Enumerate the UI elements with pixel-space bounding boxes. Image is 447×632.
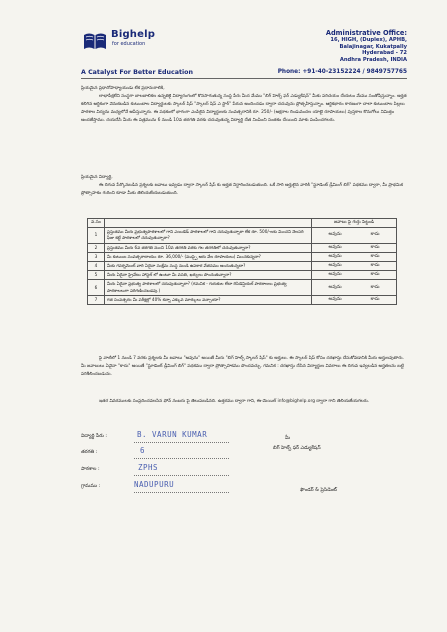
table-row (88, 262, 397, 271)
yes-option[interactable]: అవును (328, 284, 342, 290)
student-name-value[interactable]: B. VARUN KUMAR (137, 430, 208, 439)
no-option[interactable]: కాదు (370, 263, 380, 269)
village-line (134, 492, 229, 493)
school-value[interactable]: ZPHS (138, 463, 159, 472)
yes-option[interactable]: అవును (328, 263, 342, 269)
row-question: గత సంవత్సరం మీ పరీక్షల్లో 40% కన్నా ఎక్కువ మార్కులు వచ్చాయా? (105, 295, 312, 304)
row-number: 2 (88, 243, 105, 252)
office-address (326, 29, 407, 63)
table-row (88, 243, 397, 252)
intro-section (81, 85, 407, 125)
class-value[interactable]: 6 (140, 446, 146, 455)
student-paragraph: ఈ దిగువ పేర్కొనబడిన ప్రశ్నలకు జవాబు ఇవ్వడం ద్వారా స్కాలర్ షిప్ కు అర్హత నిర్ధారించబడుతుంది. ఒకే సారి అర్హులైన వారికి "స్టూడెంట్ డ్రీమింగ్ బిగ్" పథకము ద్వారా, మీ ప్రాథమిక ప్రోత్సాహకం గురించి కూడా మీకు తెలియజేయబడుతుంది. (81, 183, 403, 197)
yes-option[interactable]: అవును (328, 232, 342, 238)
row-question: మీ కుటుంబ సంవత్సరాదాయం రూ. 36,000/- (ముప్పై ఆరు వేల రూపాయలు) మించకున్నదా? (105, 252, 312, 261)
salutation-student: ప్రియమైన విద్యార్థి, (81, 175, 113, 180)
table-row (88, 228, 397, 243)
header-answer: జవాబు పై గుర్తు పెట్టండి (312, 219, 397, 228)
eligibility-note: పై వాటిలో 1 నుండి 7 వరకు ప్రశ్నలకు మీ జవాబు "అవును" అయితే మీరు "బిగ్ హెల్ప్ స్కాలర్ షిప్" కు అర్హులు. ఈ స్కాలర్ షిప్ కోసం దరఖాస్తు చేసుకోవడానికి మీరు అర్హులవుతారు. మీ జవాబులు ఏవైనా "కాదు" అయితే "స్టూడెంట్ డ్రీమింగ్ బిగ్" పథకము ద్వారా ప్రోత్సాహకము పొందవచ్చు. గమనిక : దరఖాస్తు చేసిన విద్యార్థుల వివరాలు ఈ దిగువ ఇవ్వబడిన అర్హతలను బట్టి పరిశీలించబడును. (81, 356, 404, 378)
header-divider (81, 78, 407, 79)
table-row (88, 295, 397, 304)
row-number: 1 (88, 228, 105, 243)
book-logo-icon (83, 31, 107, 51)
yes-option[interactable]: అవును (328, 253, 342, 259)
brand-subtitle: for education (112, 41, 146, 47)
row-question: ప్రస్తుతము మీరు 6వ తరగతి నుంచి 10వ తరగతి వరకు గల తరగతిలో చదువుతున్నారా? (105, 243, 312, 252)
no-option[interactable]: కాదు (370, 244, 380, 250)
answer-cell (312, 280, 397, 295)
intro-paragraph: లాభాపేక్షలేని సంస్థగా బాలబాలికల ఉన్నతికై విద్యారంగంలో కొనసాగుతున్న సంస్థ పేరు మీద మేము "బిగ్ హెల్ప్ ఫర్ ఎడ్యుకేషన్" మీకు పరిచయం చేయటం మేము సంతోషిస్తున్నాం. అర్హత కలిగిన ఆర్థికంగా వెనుకబడిన కుటుంబాల విద్యార్థులకు స్కాలర్ షిప్ "స్కాలర్ షిప్ ఎ స్టార్" పేరున అందించడం ద్వారా చదువును ప్రోత్సహిస్తున్నాం. ఆర్థికభారం కారణంగా చాలా కుటుంబాల పిల్లలు పాఠశాల విద్యను మధ్యలోనే ఆపేస్తున్నారు. ఈ పథకంలో భాగంగా ఎంపికైన విద్యార్థులకు సంవత్సరానికి రూ. 250/- (అక్షరాల రెండువందల యాభై రూపాయలు) పుస్తకాల కొనుగోలు నిమిత్తం అందజేస్తాము. దయచేసి మీరు ఈ పత్రమును 6 నుండి 10వ తరగతి వరకు చదువుతున్న విద్యార్థి చేత నింపించి సంతకం చేయించి మాకు పంపించగలరు. (81, 94, 407, 124)
answer-cell (312, 228, 397, 243)
table-row (88, 280, 397, 295)
table-row (88, 271, 397, 280)
row-question: మీకు గవర్నమెంట్ వారి ఏదైనా సంక్షేమ సంస్థ నుండి ఉపకార వేతనము అందుతున్నదా? (105, 262, 312, 271)
office-line: Andhra Pradesh, INDIA (339, 56, 407, 63)
row-number: 5 (88, 271, 105, 280)
yes-option[interactable]: అవును (328, 272, 342, 278)
row-question: ప్రస్తుతము మీరు ప్రభుత్వపాఠశాలలో గాని ఎయిడెడ్ పాఠశాలలో గాని చదువుతున్నారా లేక రూ. 500/-లకు మించని నెలసరి ఫీజు కట్టే పాఠశాలలో చదువుతున్నారా? (105, 228, 312, 243)
header-number: వ.సం (88, 219, 105, 228)
class-line (134, 458, 229, 459)
no-option[interactable]: కాదు (370, 272, 380, 278)
table-header-row (88, 219, 397, 228)
office-phone: Phone: +91-40-23152224 / 9849757765 (277, 69, 407, 75)
office-line: 16, HIGH, (Duplex), APHB, (330, 37, 407, 43)
no-option[interactable]: కాదు (370, 284, 380, 290)
no-option[interactable]: కాదు (370, 232, 380, 238)
yes-option[interactable]: అవును (328, 244, 342, 250)
no-option[interactable]: కాదు (370, 296, 380, 302)
no-option[interactable]: కాదు (370, 253, 380, 259)
answer-cell (312, 252, 397, 261)
village-label: గ్రామము : (81, 484, 101, 489)
row-question: మీరు ఏదైనా ప్రైవేటు హాస్టల్ లో ఉంటూ మీ వసతి, ఖర్చులు పొందుతున్నారా? (105, 271, 312, 280)
brand-name: Bighelp (111, 29, 156, 40)
school-line (134, 475, 229, 476)
student-name-label: విద్యార్థి పేరు : (81, 434, 108, 439)
table-row (88, 252, 397, 261)
answer-cell (312, 295, 397, 304)
school-label: పాఠశాల : (81, 467, 100, 472)
signature-org: బిగ్ హెల్ప్ ఫర్ ఎడ్యుకేషన్ (273, 446, 321, 451)
student-name-line (134, 442, 229, 443)
yes-option[interactable]: అవును (328, 296, 342, 302)
row-number: 6 (88, 280, 105, 295)
eligibility-table (87, 218, 397, 305)
answer-cell (312, 262, 397, 271)
student-section (81, 174, 407, 198)
answer-cell (312, 271, 397, 280)
village-value[interactable]: NADUPURU (134, 480, 175, 489)
office-title: Administrative Office: (325, 29, 407, 37)
row-number: 7 (88, 295, 105, 304)
header-question (105, 219, 312, 228)
class-label: తరగతి : (81, 450, 98, 455)
salutation-principal: ప్రియమైన ప్రధానోపాధ్యాయుడు లేక ప్రధానురాలికి, (81, 86, 165, 91)
signature-greeting: మీ (285, 436, 291, 441)
office-line: Hyderabad - 72 (362, 50, 407, 57)
tagline: A Catalyst For Better Education (81, 69, 193, 76)
signature-title: ఫౌండర్ & ప్రెసిడెంట్ (300, 488, 337, 493)
row-number: 4 (88, 262, 105, 271)
row-number: 3 (88, 252, 105, 261)
office-line: Balajinagar, Kukatpally (339, 43, 407, 50)
contact-note: ఇతర వివరములకు సంప్రదించవలసిన ఫోన్ నంబరు పై తెలుపబడినది. ఉత్తరము ద్వారా గాని, ఈ-మెయిల్ info@bighelp.org ద్వారా గాని తెలియజేయగలరు. (99, 399, 370, 404)
row-question: మీరు ఏదైనా ప్రభుత్వ పాఠశాలలో చదువుతున్నారా? (గమనిక - గురుకుల లేదా రెసిడెన్షియల్ పాఠశాలలు ప్రభుత్వ పాఠశాలలుగా పరిగణించబడవు.) (105, 280, 312, 295)
answer-cell (312, 243, 397, 252)
